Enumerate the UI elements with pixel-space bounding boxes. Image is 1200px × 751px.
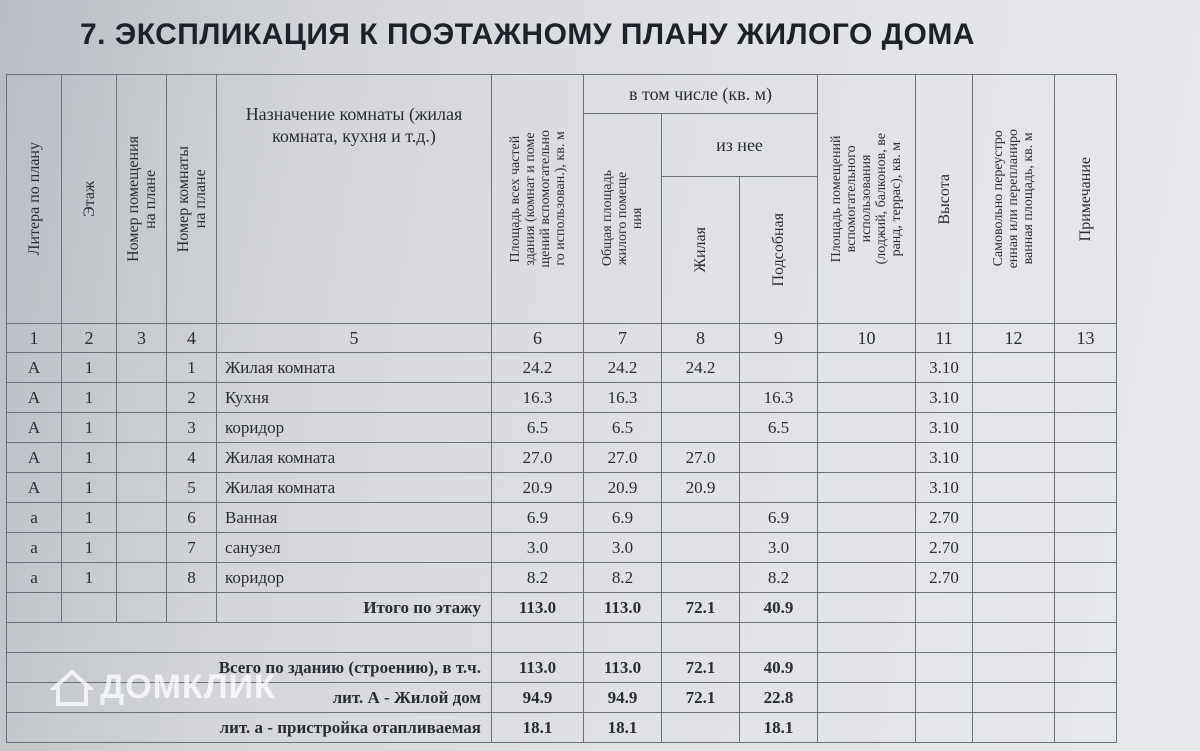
summary-label: Всего по зданию (строению), в т.ч. — [7, 653, 492, 683]
table-row — [7, 413, 1117, 443]
floor-total-living: 72.1 — [662, 593, 740, 623]
header-of-it: из нее — [662, 114, 818, 177]
cell-room-number: 2 — [167, 383, 217, 413]
column-number: 8 — [662, 324, 740, 353]
cell-letter: А — [7, 413, 62, 443]
floor-total-area: 113.0 — [492, 593, 584, 623]
cell-floor: 1 — [62, 563, 117, 593]
cell-purpose: Ванная — [217, 503, 492, 533]
cell-height: 3.10 — [916, 473, 973, 503]
floor-total-row — [7, 593, 1117, 623]
cell-note — [1055, 563, 1117, 593]
cell-purpose: коридор — [217, 413, 492, 443]
cell-living — [662, 413, 740, 443]
floor-total-label: Итого по этажу — [217, 593, 492, 623]
cell-letter: А — [7, 443, 62, 473]
table-row — [7, 503, 1117, 533]
cell-living — [662, 533, 740, 563]
cell-premise-number — [117, 503, 167, 533]
document-title: 7. ЭКСПЛИКАЦИЯ К ПОЭТАЖНОМУ ПЛАНУ ЖИЛОГО ДОМА — [80, 18, 976, 51]
cell-height: 2.70 — [916, 563, 973, 593]
cell-balcony — [818, 383, 916, 413]
cell-total: 6.5 — [584, 413, 662, 443]
spacer-row — [7, 623, 1117, 653]
cell-unauthorized — [973, 383, 1055, 413]
cell-floor: 1 — [62, 473, 117, 503]
header-in-total: в том числе (кв. м) — [584, 75, 818, 114]
table-row — [7, 443, 1117, 473]
cell-area: 3.0 — [492, 533, 584, 563]
header-room-purpose: Назначение комнаты (жилая комната, кухня и т.д.) — [217, 75, 492, 324]
cell-room-number: 4 — [167, 443, 217, 473]
floor-total-total: 113.0 — [584, 593, 662, 623]
column-number: 4 — [167, 324, 217, 353]
house-icon — [50, 668, 94, 708]
floor-total-aux: 40.9 — [740, 593, 818, 623]
summary-area: 94.9 — [492, 683, 584, 713]
cell-letter: а — [7, 503, 62, 533]
cell-height: 3.10 — [916, 353, 973, 383]
watermark-logo: ДОМКЛИК — [100, 668, 276, 706]
cell-letter: а — [7, 533, 62, 563]
summary-living — [662, 713, 740, 743]
cell-unauthorized — [973, 443, 1055, 473]
cell-living — [662, 503, 740, 533]
cell-living: 24.2 — [662, 353, 740, 383]
table-row — [7, 473, 1117, 503]
header-room-number: Номер комнаты на плане — [167, 75, 217, 324]
cell-total: 27.0 — [584, 443, 662, 473]
cell-letter: А — [7, 473, 62, 503]
cell-balcony — [818, 533, 916, 563]
cell-floor: 1 — [62, 383, 117, 413]
header-auxiliary: Подсобная — [740, 177, 818, 324]
cell-premise-number — [117, 533, 167, 563]
cell-total: 24.2 — [584, 353, 662, 383]
column-number: 3 — [117, 324, 167, 353]
cell-note — [1055, 383, 1117, 413]
table-row — [7, 533, 1117, 563]
summary-area: 18.1 — [492, 713, 584, 743]
cell-height: 3.10 — [916, 383, 973, 413]
cell-letter: А — [7, 383, 62, 413]
cell-total: 20.9 — [584, 473, 662, 503]
cell-living — [662, 563, 740, 593]
cell-balcony — [818, 473, 916, 503]
header-floor: Этаж — [62, 75, 117, 324]
cell-note — [1055, 473, 1117, 503]
cell-aux — [740, 473, 818, 503]
cell-room-number: 5 — [167, 473, 217, 503]
cell-total: 3.0 — [584, 533, 662, 563]
summary-label: лит. А - Жилой дом — [7, 683, 492, 713]
header-living: Жилая — [662, 177, 740, 324]
column-number: 7 — [584, 324, 662, 353]
summary-label: лит. а - пристройка отапливаемая — [7, 713, 492, 743]
header-height: Высота — [916, 75, 973, 324]
table-row — [7, 563, 1117, 593]
cell-living: 27.0 — [662, 443, 740, 473]
cell-living: 20.9 — [662, 473, 740, 503]
cell-room-number: 7 — [167, 533, 217, 563]
column-number: 2 — [62, 324, 117, 353]
cell-aux — [740, 353, 818, 383]
summary-row — [7, 713, 1117, 743]
cell-aux: 8.2 — [740, 563, 818, 593]
table-row — [7, 383, 1117, 413]
cell-note — [1055, 353, 1117, 383]
header-note: Примечание — [1055, 75, 1117, 324]
cell-unauthorized — [973, 413, 1055, 443]
header-letter: Литера по плану — [7, 75, 62, 324]
column-number: 13 — [1055, 324, 1117, 353]
cell-premise-number — [117, 563, 167, 593]
cell-aux: 3.0 — [740, 533, 818, 563]
cell-area: 20.9 — [492, 473, 584, 503]
cell-balcony — [818, 353, 916, 383]
column-number: 6 — [492, 324, 584, 353]
cell-height: 3.10 — [916, 443, 973, 473]
header-premise-number: Номер помещения на плане — [117, 75, 167, 324]
cell-unauthorized — [973, 353, 1055, 383]
cell-area: 16.3 — [492, 383, 584, 413]
cell-letter: а — [7, 563, 62, 593]
cell-room-number: 6 — [167, 503, 217, 533]
cell-room-number: 1 — [167, 353, 217, 383]
cell-balcony — [818, 563, 916, 593]
column-number: 10 — [818, 324, 916, 353]
cell-aux: 6.9 — [740, 503, 818, 533]
cell-balcony — [818, 413, 916, 443]
summary-total: 18.1 — [584, 713, 662, 743]
column-number: 1 — [7, 324, 62, 353]
cell-note — [1055, 503, 1117, 533]
cell-room-number: 8 — [167, 563, 217, 593]
cell-aux: 6.5 — [740, 413, 818, 443]
cell-note — [1055, 413, 1117, 443]
cell-premise-number — [117, 413, 167, 443]
cell-floor: 1 — [62, 533, 117, 563]
cell-height: 3.10 — [916, 413, 973, 443]
column-number: 12 — [973, 324, 1055, 353]
cell-purpose: коридор — [217, 563, 492, 593]
cell-living — [662, 383, 740, 413]
column-number: 5 — [217, 324, 492, 353]
cell-premise-number — [117, 353, 167, 383]
header-total-living-area: Общая площадь жилого помеще ния — [584, 114, 662, 324]
cell-room-number: 3 — [167, 413, 217, 443]
cell-unauthorized — [973, 473, 1055, 503]
table-row — [7, 353, 1117, 383]
column-number: 11 — [916, 324, 973, 353]
cell-note — [1055, 443, 1117, 473]
cell-area: 8.2 — [492, 563, 584, 593]
cell-purpose: санузел — [217, 533, 492, 563]
cell-floor: 1 — [62, 443, 117, 473]
cell-area: 6.5 — [492, 413, 584, 443]
cell-note — [1055, 533, 1117, 563]
cell-purpose: Кухня — [217, 383, 492, 413]
header-unauthorized-area: Самовольно переустро енная или перепланиро ванная площадь, кв. м — [973, 75, 1055, 324]
column-number: 9 — [740, 324, 818, 353]
cell-aux: 16.3 — [740, 383, 818, 413]
cell-unauthorized — [973, 563, 1055, 593]
cell-total: 6.9 — [584, 503, 662, 533]
cell-total: 8.2 — [584, 563, 662, 593]
cell-letter: А — [7, 353, 62, 383]
summary-living: 72.1 — [662, 653, 740, 683]
cell-unauthorized — [973, 533, 1055, 563]
header-balcony-area: Площадь помещений вспомогательного использования (лоджий, балконов, ве ранд, террас), кв. м — [818, 75, 916, 324]
summary-total: 94.9 — [584, 683, 662, 713]
cell-floor: 1 — [62, 353, 117, 383]
column-numbers-row — [7, 324, 1117, 353]
summary-aux: 40.9 — [740, 653, 818, 683]
cell-height: 2.70 — [916, 533, 973, 563]
cell-premise-number — [117, 473, 167, 503]
cell-purpose: Жилая комната — [217, 443, 492, 473]
cell-unauthorized — [973, 503, 1055, 533]
cell-premise-number — [117, 443, 167, 473]
cell-premise-number — [117, 383, 167, 413]
cell-balcony — [818, 503, 916, 533]
summary-aux: 18.1 — [740, 713, 818, 743]
cell-aux — [740, 443, 818, 473]
summary-area: 113.0 — [492, 653, 584, 683]
cell-floor: 1 — [62, 413, 117, 443]
cell-height: 2.70 — [916, 503, 973, 533]
summary-living: 72.1 — [662, 683, 740, 713]
cell-area: 6.9 — [492, 503, 584, 533]
header-all-area: Площадь всех частей здания (комнат и поме щений вспомогательно го использован.), кв. м — [492, 75, 584, 324]
cell-purpose: Жилая комната — [217, 473, 492, 503]
cell-area: 24.2 — [492, 353, 584, 383]
cell-balcony — [818, 443, 916, 473]
explication-table — [6, 74, 1117, 743]
cell-area: 27.0 — [492, 443, 584, 473]
cell-total: 16.3 — [584, 383, 662, 413]
cell-purpose: Жилая комната — [217, 353, 492, 383]
cell-floor: 1 — [62, 503, 117, 533]
summary-aux: 22.8 — [740, 683, 818, 713]
summary-total: 113.0 — [584, 653, 662, 683]
